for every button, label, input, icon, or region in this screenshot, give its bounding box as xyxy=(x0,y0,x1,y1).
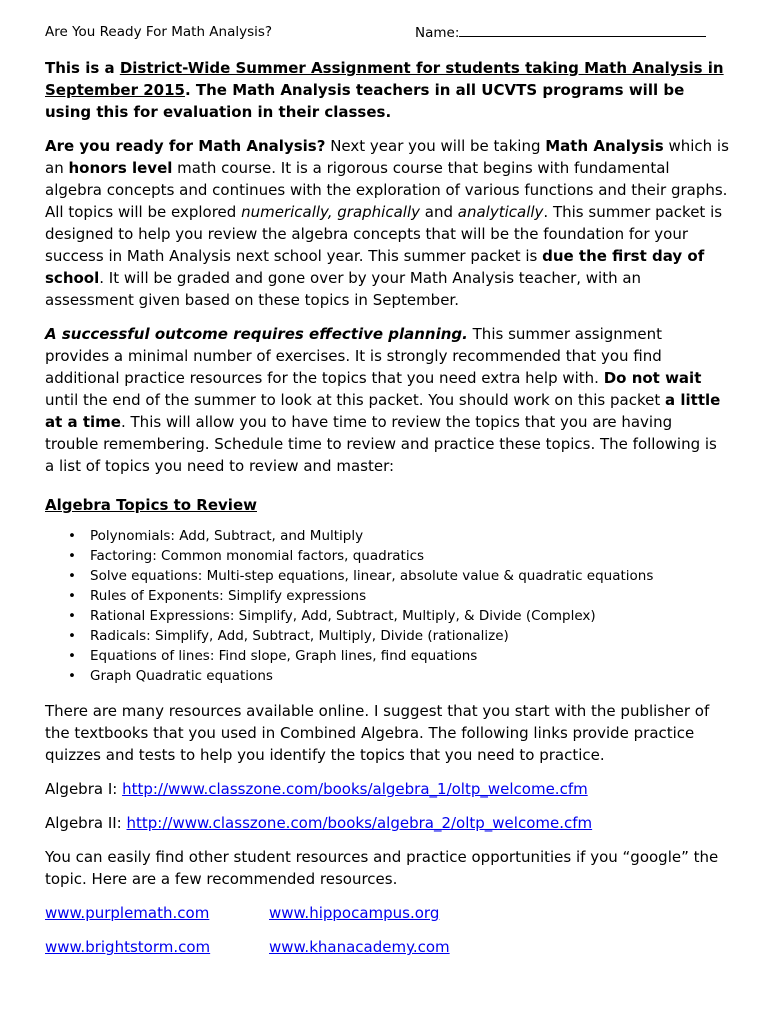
text-run: math course. It is a rigorous course that begins with fundamental algebra concepts and continues with the exploration of various functions and their graphs. All topics will be explored xyxy=(45,159,728,221)
algebra1-link[interactable]: http://www.classzone.com/books/algebra_1/oltp_welcome.cfm xyxy=(122,780,588,798)
hippocampus-link[interactable]: www.hippocampus.org xyxy=(269,904,440,922)
list-item-text: Equations of lines: Find slope, Graph lines, find equations xyxy=(90,648,478,664)
intro-underlined: District-Wide Summer Assignment for students taking Math Analysis in September 2015 xyxy=(45,59,724,99)
list-item-text: Rules of Exponents: Simplify expressions xyxy=(90,588,367,604)
text-run: which is an xyxy=(45,137,729,177)
planning-lead: A successful outcome requires effective planning. xyxy=(45,325,468,343)
list-item xyxy=(68,606,730,626)
bold-run: Math Analysis xyxy=(545,137,664,155)
intro-paragraph xyxy=(45,57,730,123)
intro-text-b: . The Math Analysis teachers in all UCVTS programs will be using this for evaluation in their classes. xyxy=(45,81,685,121)
list-item xyxy=(68,566,730,586)
list-item-text: Graph Quadratic equations xyxy=(90,668,273,684)
bold-run: Do not wait xyxy=(603,369,702,387)
algebra2-label: Algebra II: xyxy=(45,814,127,832)
due-date-bold: due the first day of school xyxy=(45,247,705,287)
resource-links-row-2 xyxy=(45,936,730,958)
readiness-paragraph xyxy=(45,135,730,311)
topics-heading: Algebra Topics to Review xyxy=(45,496,257,514)
page-header xyxy=(45,24,725,42)
list-item xyxy=(68,646,730,666)
brightstorm-link[interactable]: www.brightstorm.com xyxy=(45,938,211,956)
planning-paragraph xyxy=(45,323,730,477)
list-item-text: Solve equations: Multi-step equations, linear, absolute value & quadratic equations xyxy=(90,568,654,584)
list-item xyxy=(68,546,730,566)
purplemath-link[interactable]: www.purplemath.com xyxy=(45,904,210,922)
algebra1-label: Algebra I: xyxy=(45,780,123,798)
intro-text-a: This is a xyxy=(45,59,120,77)
list-item-text: Rational Expressions: Simplify, Add, Subtract, Multiply, & Divide (Complex) xyxy=(90,608,596,624)
bullet-icon: • xyxy=(68,668,76,684)
text-run: and xyxy=(420,203,458,221)
resources-paragraph: There are many resources available online. I suggest that you start with the publisher of the textbooks that you used in Combined Algebra. The following links provide practice quizzes and tests to help you identify the topics that you need to practice. xyxy=(45,702,710,764)
readiness-lead: Are you ready for Math Analysis? xyxy=(45,137,326,155)
text-run: . It will be graded and gone over by your Math Analysis teacher, with an assessment given based on these topics in September. xyxy=(45,269,642,309)
text-run: This summer assignment provides a minimal number of exercises. It is strongly recommended that you find additional practice resources for the topics that you need extra help with. xyxy=(45,325,663,387)
bullet-icon: • xyxy=(68,568,76,584)
bullet-icon: • xyxy=(68,528,76,544)
topics-list xyxy=(45,526,730,686)
bullet-icon: • xyxy=(68,648,76,664)
list-item xyxy=(68,666,730,686)
text-run: until the end of the summer to look at this packet. You should work on this packet xyxy=(45,391,666,409)
italic-run: numerically, graphically xyxy=(241,203,421,221)
bullet-icon: • xyxy=(68,608,76,624)
list-item xyxy=(68,526,730,546)
bullet-icon: • xyxy=(68,588,76,604)
algebra2-link[interactable]: http://www.classzone.com/books/algebra_2/oltp_welcome.cfm xyxy=(126,814,593,832)
list-item xyxy=(68,626,730,646)
bullet-icon: • xyxy=(68,548,76,564)
text-run: Next year you will be taking xyxy=(325,137,546,155)
khanacademy-link[interactable]: www.khanacademy.com xyxy=(269,938,450,956)
bullet-icon: • xyxy=(68,628,76,644)
algebra1-row xyxy=(45,778,730,800)
list-item-text: Factoring: Common monomial factors, quadratics xyxy=(90,548,425,564)
text-run: . This summer packet is designed to help you review the algebra concepts that will be the foundation for your success in Math Analysis next school year. This summer packet is xyxy=(45,203,723,265)
name-field[interactable] xyxy=(415,24,706,41)
resource-links-row-1 xyxy=(45,902,730,924)
italic-run: analytically xyxy=(457,203,544,221)
text-run: . This will allow you to have time to review the topics that you are having trouble remembering. Schedule time to review and practice these topics. The following is a list of topics you need to review and master: xyxy=(45,413,717,475)
google-paragraph: You can easily find other student resources and practice opportunities if you “google” the topic. Here are a few recommended resources. xyxy=(45,848,719,888)
bold-run: a little at a time xyxy=(45,391,721,431)
name-blank-line[interactable] xyxy=(459,24,706,37)
algebra2-row xyxy=(45,812,730,834)
list-item-text: Polynomials: Add, Subtract, and Multiply xyxy=(90,528,364,544)
list-item-text: Radicals: Simplify, Add, Subtract, Multiply, Divide (rationalize) xyxy=(90,628,509,644)
list-item xyxy=(68,586,730,606)
document-title: Are You Ready For Math Analysis? xyxy=(45,24,273,40)
document-body xyxy=(45,57,730,958)
bold-run: honors level xyxy=(68,159,173,177)
name-label: Name: xyxy=(415,25,460,41)
